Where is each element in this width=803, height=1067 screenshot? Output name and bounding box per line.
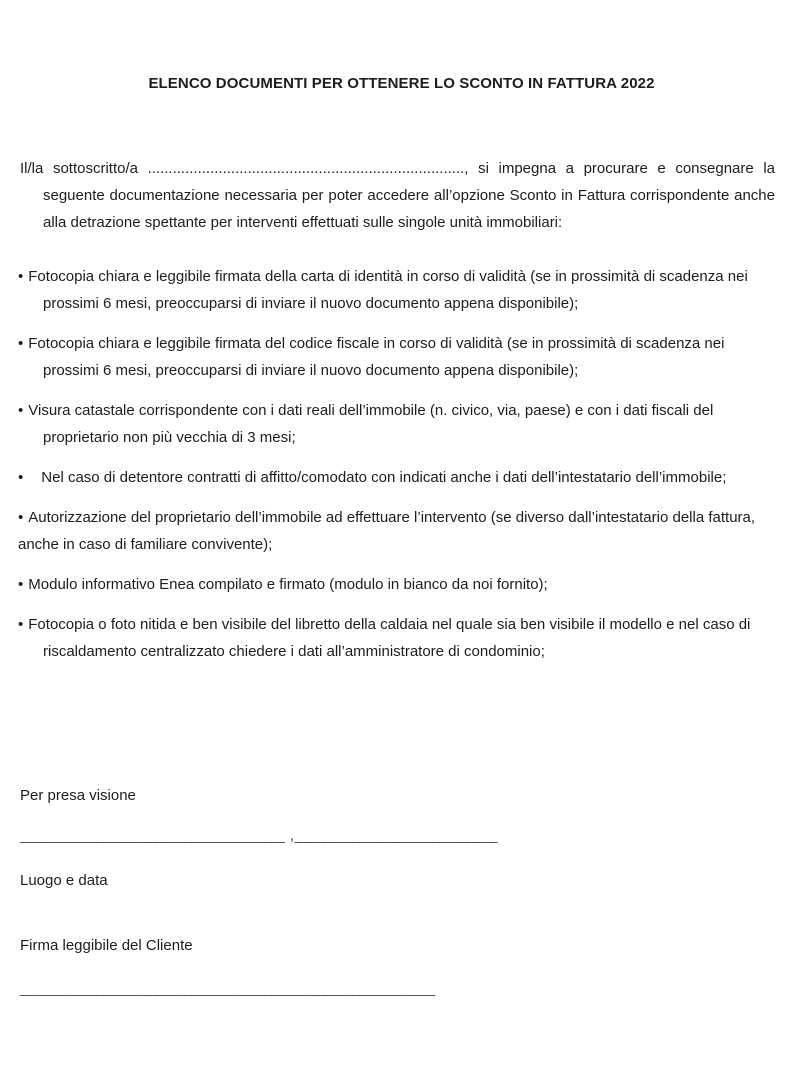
bullet-marker: • (18, 402, 24, 419)
bullet-marker: • (18, 576, 24, 593)
list-item (0, 330, 777, 384)
document-title: ELENCO DOCUMENTI PER OTTENERE LO SCONTO IN FATTURA 2022 (148, 75, 655, 92)
list-item-text: Fotocopia chiara e leggibile firmata del codice fiscale in corso di validità (se in prossimità di scadenza nei prossimi 6 mesi, preoccuparsi di inviare il nuovo documento appena disponibile); (28, 335, 725, 379)
presa-visione-label: Per presa visione (20, 787, 136, 804)
luogo-data-label: Luogo e data (20, 872, 108, 889)
list-item-text: Fotocopia chiara e leggibile firmata della carta di identità in corso di validità (se in prossimità di scadenza nei prossimi 6 mesi, preoccuparsi di inviare il nuovo documento appena disponibile); (28, 268, 748, 312)
list-item-text: Modulo informativo Enea compilato e firmato (modulo in bianco da noi fornito); (28, 576, 548, 593)
bullet-marker: • (18, 616, 24, 633)
document-list (0, 263, 777, 665)
list-item (0, 263, 777, 317)
firma-cliente-label: Firma leggibile del Cliente (20, 937, 193, 954)
list-item-text: Autorizzazione del proprietario dell’immobile ad effettuare l’intervento (se diverso dall’intestatario della fattura, anche in caso di familiare convivente); (18, 509, 756, 553)
list-item-text: Nel caso di detentore contratti di affitto/comodato con indicati anche i dati dell’intestatario dell’immobile; (41, 469, 727, 486)
list-item (0, 571, 777, 598)
list-item (0, 504, 777, 558)
bullet-marker: • (18, 469, 24, 486)
list-item (0, 464, 777, 491)
bullet-marker: • (18, 268, 24, 285)
firma-signature-line: _______________________________________________ (20, 980, 436, 997)
list-item-text: Fotocopia o foto nitida e ben visibile del libretto della caldaia nel quale sia ben visibile il modello e nel caso di riscaldamento centralizzato chiedere i dati all’amministratore di condominio; (28, 616, 751, 660)
bullet-marker: • (18, 335, 24, 352)
list-item (0, 611, 777, 665)
luogo-data-signature-line: ______________________________ ,_______________________ (20, 827, 498, 844)
signature-section (0, 782, 803, 1002)
list-item (0, 397, 777, 451)
intro-paragraph: Il/la sottoscritto/a ............................................................................, si impegna a procurare e consegnare la seguente documentazione necessaria per poter accedere all’opzione Sconto in Fattura corrispondente anche alla detrazione spettante per interventi effettuati sulle singole unità immobiliari: (20, 160, 775, 231)
bullet-marker: • (18, 509, 24, 526)
list-item-text: Visura catastale corrispondente con i dati reali dell’immobile (n. civico, via, paese) e con i dati fiscali del proprietario non più vecchia di 3 mesi; (28, 402, 714, 446)
